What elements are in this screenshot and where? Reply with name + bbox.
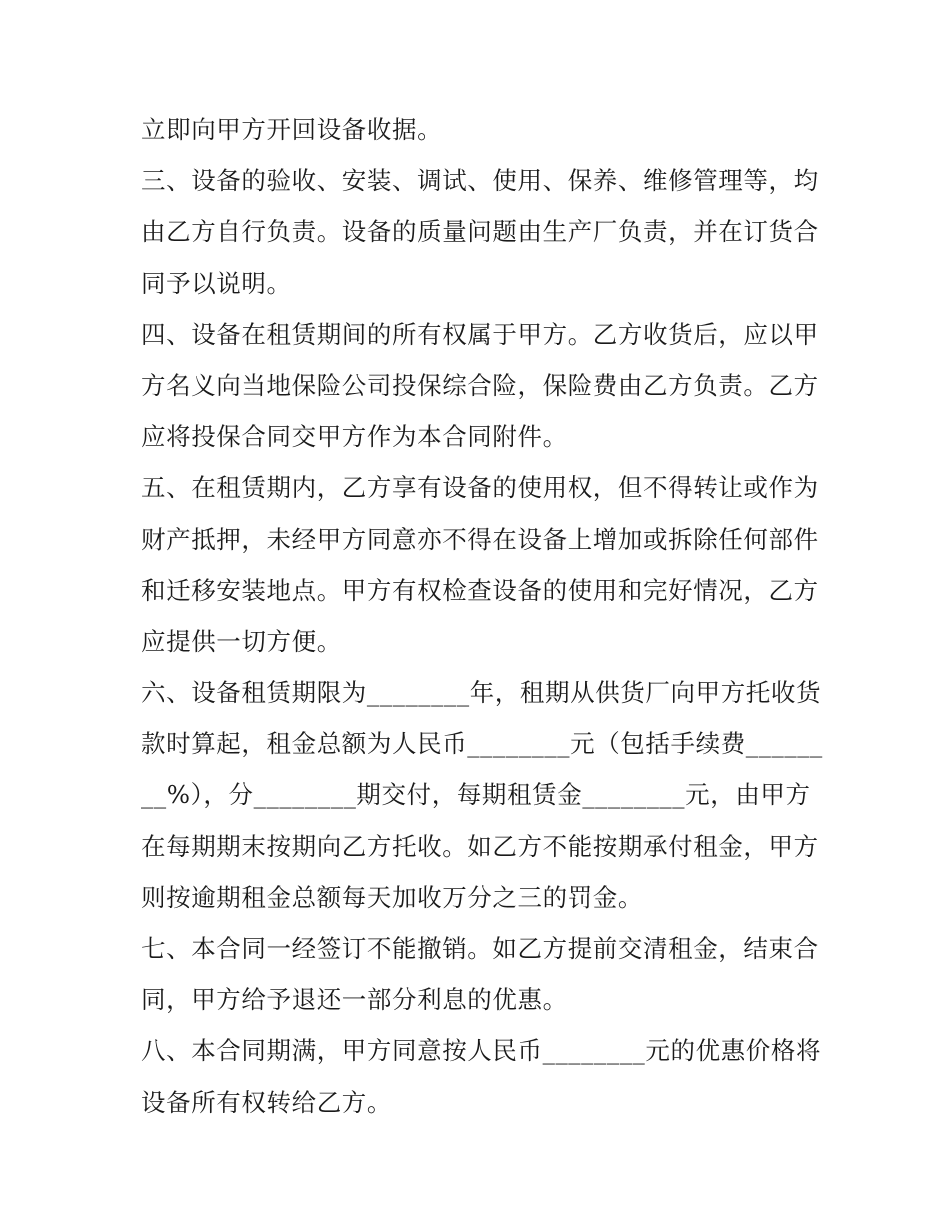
text-line: 由乙方自行负责。设备的质量问题由生产厂负责，并在订货合 <box>141 217 819 247</box>
text-line: 应将投保合同交甲方作为本合同附件。 <box>141 422 568 452</box>
document-body <box>141 104 821 1128</box>
text-line: 同予以说明。 <box>141 268 292 298</box>
text-line: 和迁移安装地点。甲方有权检查设备的使用和完好情况，乙方 <box>141 575 819 605</box>
text-line: 财产抵押，未经甲方同意亦不得在设备上增加或拆除任何部件 <box>141 524 819 554</box>
text-line: 四、设备在租赁期间的所有权属于甲方。乙方收货后，应以甲 <box>141 319 819 349</box>
text-line: 六、设备租赁期限为________年，租期从供货厂向甲方托收货 <box>141 678 822 708</box>
text-line: 应提供一切方便。 <box>141 626 342 656</box>
text-line: 同，甲方给予退还一部分利息的优惠。 <box>141 985 568 1015</box>
text-line: 设备所有权转给乙方。 <box>141 1087 392 1117</box>
text-line: 三、设备的验收、安装、调试、使用、保养、维修管理等，均 <box>141 166 819 196</box>
text-line: 八、本合同期满，甲方同意按人民币________元的优惠价格将 <box>141 1036 822 1066</box>
text-line: 五、在租赁期内，乙方享有设备的使用权，但不得转让或作为 <box>141 473 819 503</box>
text-line: 方名义向当地保险公司投保综合险，保险费由乙方负责。乙方 <box>141 370 819 400</box>
text-line: 款时算起，租金总额为人民币________元（包括手续费______ <box>141 729 823 759</box>
text-line: 立即向甲方开回设备收据。 <box>141 115 443 144</box>
text-line: __%），分________期交付，每期租赁金________元，由甲方 <box>141 780 811 810</box>
text-line: 则按逾期租金总额每天加收万分之三的罚金。 <box>141 882 643 912</box>
text-line: 在每期期末按期向乙方托收。如乙方不能按期承付租金，甲方 <box>141 831 819 861</box>
text-line: 七、本合同一经签订不能撤销。如乙方提前交清租金，结束合 <box>141 934 819 963</box>
